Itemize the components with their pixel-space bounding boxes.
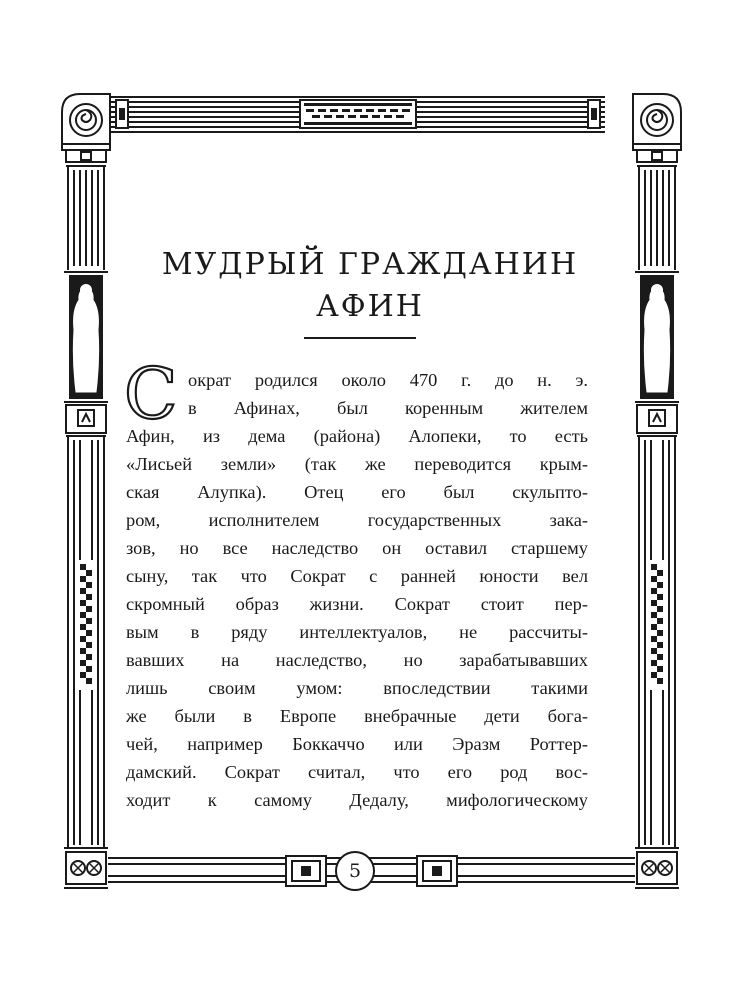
text-line: в Афинах, был коренным жителем (188, 398, 588, 418)
text-line: сыну, так что Сократ с ранней юности вел (126, 566, 588, 586)
svg-text:С: С (124, 362, 178, 426)
left-column (64, 150, 108, 888)
text-line: ократ родился около 470 г. до н. э. (188, 370, 588, 390)
right-column-checker-pattern (651, 564, 663, 684)
chapter-title-line-1: МУДРЫЙ ГРАЖДАНИН (161, 247, 579, 282)
top-left-corner-ornament (62, 94, 110, 150)
page-number: 5 (348, 860, 362, 882)
left-column-checker-pattern (80, 564, 92, 684)
text-line: ходит к самому Дедалу, мифологическому (126, 790, 588, 810)
text-line: вавших на наследство, но зарабатывавших (126, 650, 588, 670)
text-line: чей, например Боккаччо или Эразм Роттер- (126, 734, 588, 754)
title-underline-divider (304, 337, 416, 339)
text-line: Афин, из дема (района) Алопеки, то есть (126, 426, 588, 446)
text-line: зов, но все наследство он оставил старшему (126, 538, 588, 558)
text-line: ская Алупка). Отец его был скульпто- (126, 482, 588, 502)
body-text (126, 366, 588, 814)
text-line: дамский. Сократ считал, что его род вос- (126, 762, 588, 782)
text-line: ром, исполнителем государственных зака- (126, 510, 588, 530)
text-line: вым в ряду интеллектуалов, не рассчиты- (126, 622, 588, 642)
chapter-title-line-2: АФИН (316, 289, 424, 324)
top-right-corner-ornament (633, 94, 681, 150)
text-line: лишь своим умом: впоследствии такими (126, 678, 588, 698)
text-line: же были в Европе внебрачные дети бога- (126, 706, 588, 726)
top-border-bar (110, 97, 605, 132)
text-line: скромный образ жизни. Сократ стоит пер- (126, 594, 588, 614)
text-line: «Лисьей земли» (так же переводится крым- (126, 454, 588, 474)
right-column (635, 150, 679, 888)
